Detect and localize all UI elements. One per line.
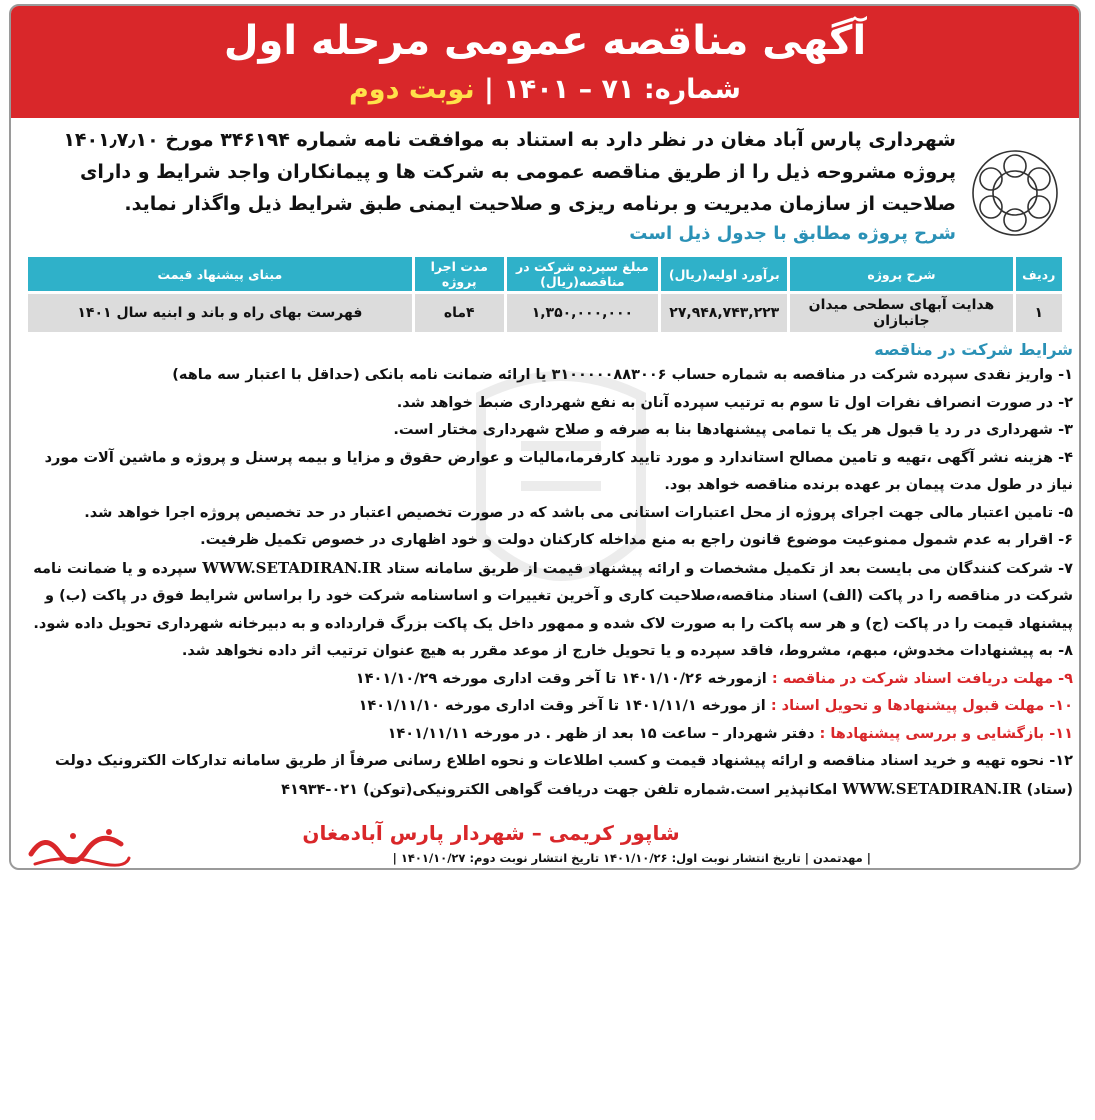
- publication-info: | مهدتمدن | تاریخ انتشار نوبت اول: ۱۴۰۱/۱۰/۲۶ تاریخ انتشار نوبت دوم: ۱۴۰۱/۱۰/۲۷ |: [392, 851, 871, 865]
- notice-number: شماره: ۷۱ – ۱۴۰۱ |: [484, 74, 741, 105]
- table-row: [28, 294, 1062, 332]
- cell-estimate: ۲۷,۹۴۸,۷۴۳,۲۲۳: [661, 294, 787, 332]
- setad-link-2[interactable]: WWW.SETADIRAN.IR: [842, 779, 1022, 798]
- condition-item: ۱- واریز نقدی سپرده شرکت در مناقصه به شماره حساب ۳۱۰۰۰۰۰۸۸۳۰۰۶ یا ارائه ضمانت نامه بانکی (حداقل با اعتبار سه ماهه): [172, 367, 1073, 383]
- notice-title: آگهی مناقصه عمومی مرحله اول: [223, 18, 867, 64]
- condition-item: [19, 721, 1073, 749]
- condition-item: ۴- هزینه نشر آگهی ،تهیه و تامین مصالح استاندارد و مورد تایید کارفرما،مالیات و عوارض حقوق و مزایا و بیمه پرسنل و پروژه و ماشین آلات مورد نیاز در طول مدت پیمان بر عهده برنده مناقصه خواهد بود.: [44, 449, 1073, 493]
- col-header-duration: مدت اجرا پروژه: [415, 257, 504, 291]
- condition-item: ۲- در صورت انصراف نفرات اول تا سوم به ترتیب سپرده آنان به نفع شهرداری ضبط خواهد شد.: [396, 394, 1073, 411]
- condition-item: [19, 666, 1073, 694]
- conditions-title: شرایط شرکت در مناقصه: [874, 340, 1073, 359]
- intro-paragraph: شهرداری پارس آباد مغان در نظر دارد به استناد به موافقت نامه شماره ۳۴۶۱۹۴ مورخ ۱۴۰۱٫۷٫۱۰ پروژه مشروحه ذیل را از طریق مناقصه عمومی به شرکت ها و پیمانکاران واجد شرایط و دارای صلاحیت از سازمان مدیریت و برنامه ریزی و صلاحیت ایمنی طبق شرایط ذیل واگذار نماید.: [63, 129, 956, 215]
- table-header-row: [28, 257, 1062, 291]
- condition-10-dates: از مورخه ۱۴۰۱/۱۱/۱ تا آخر وقت اداری مورخه ۱۴۰۱/۱۱/۱۰: [358, 698, 766, 714]
- condition-item: [19, 555, 1073, 639]
- condition-item: ۵- تامین اعتبار مالی جهت اجرای پروژه از محل اعتبارات استانی می باشد که در صورت تخصیص اعتبار در حد تخصیص پروژه اجرا خواهد شد.: [84, 504, 1073, 521]
- condition-11-detail: دفتر شهردار – ساعت ۱۵ بعد از ظهر . در مورخه ۱۴۰۱/۱۱/۱۱: [387, 725, 815, 742]
- cell-description: هدایت آبهای سطحی میدان جانبازان: [790, 294, 1012, 332]
- condition-10-label: ۱۰- مهلت قبول پیشنهادها و تحویل اسناد :: [770, 698, 1073, 714]
- table-title: شرح پروژه مطابق با جدول ذیل است: [629, 223, 956, 244]
- condition-9-label: ۹- مهلت دریافت اسناد شرکت در مناقصه :: [771, 670, 1073, 687]
- col-header-price-basis: مبنای پیشنهاد قیمت: [28, 257, 412, 291]
- notice-frame: [9, 4, 1081, 870]
- notice-turn: نوبت دوم: [349, 74, 475, 105]
- condition-7-text: ۷- شرکت کنندگان می بایست بعد از تکمیل مشخصات و ارائه پیشنهاد قیمت از طریق سامانه ستاد: [386, 560, 1073, 577]
- cell-row-number: ۱: [1016, 294, 1062, 332]
- condition-11-label: ۱۱- بازگشایی و بررسی پیشنهادها :: [819, 725, 1073, 742]
- setad-link[interactable]: WWW.SETADIRAN.IR: [202, 558, 382, 577]
- cell-deposit: ۱,۳۵۰,۰۰۰,۰۰۰: [507, 294, 658, 332]
- col-header-deposit: مبلغ سپرده شرکت در مناقصه(ریال): [507, 257, 658, 291]
- header-banner: [11, 6, 1079, 118]
- cell-duration: ۴ماه: [415, 294, 504, 332]
- cell-price-basis: فهرست بهای راه و باند و ابنیه سال ۱۴۰۱: [28, 294, 412, 332]
- col-header-estimate: برآورد اولیه(ریال): [661, 257, 787, 291]
- condition-item: [19, 693, 1073, 721]
- condition-9-dates: ازمورخه ۱۴۰۱/۱۰/۲۶ تا آخر وقت اداری مورخه ۱۴۰۱/۱۰/۲۹: [355, 670, 767, 687]
- notice-number-line: [11, 72, 1079, 108]
- condition-item: ۳- شهرداری در رد یا قبول هر یک یا تمامی پیشنهادها بنا به صرفه و صلاح شهرداری مختار است.: [393, 422, 1073, 438]
- project-table: [25, 254, 1065, 335]
- col-header-row-number: ردیف: [1016, 257, 1062, 291]
- condition-item: ۶- اقرار به عدم شمول ممنوعیت موضوع قانون راجع به منع مداخله کارکنان دولت و خود اظهاری در خصوص تکمیل ظرفیت.: [200, 532, 1073, 548]
- condition-12-text: ۱۲- نحوه تهیه و خرید اسناد مناقصه و ارائه پیشنهاد قیمت و کسب اطلاعات و نحوه اطلاع رسانی صرفاً از طریق سامانه تدارکات الکترونیک دولت (ستاد): [55, 753, 1073, 798]
- municipality-logo-icon: [963, 148, 1067, 238]
- signer: شاپور کریمی – شهردار پارس آبادمغان: [302, 821, 680, 845]
- mahdtamadon-brand-logo-icon: [25, 824, 133, 870]
- condition-12-text-cont: امکانپذیر است.شماره تلفن جهت دریافت گواهی الکترونیکی(توکن) ۰۲۱-۴۱۹۳۴: [281, 781, 838, 798]
- condition-7-text-cont: سپرده و یا ضمانت نامه شرکت در مناقصه را در پاکت (الف) اسناد مناقصه،صلاحیت کاری و آخرین تغییرات و اساسنامه شرکت خود را براساس شرایط فوق در پاکت (ب) و پیشنهاد قیمت را در پاکت (ج) و هر سه پاکت را به صورت لاک شده و ممهور داخل یک پاکت بزرگ قرارداده و به دبیرخانه شهرداری تحویل داده شود.: [33, 560, 1073, 632]
- condition-item: [19, 748, 1073, 804]
- condition-item: ۸- به پیشنهادات مخدوش، مبهم، مشروط، فاقد سپرده و یا تحویل خارج از موعد مقرر به هیچ عنوان ترتیب اثر داده نخواهد شد.: [181, 643, 1073, 659]
- conditions-list: [19, 362, 1073, 804]
- col-header-description: شرح پروژه: [790, 257, 1012, 291]
